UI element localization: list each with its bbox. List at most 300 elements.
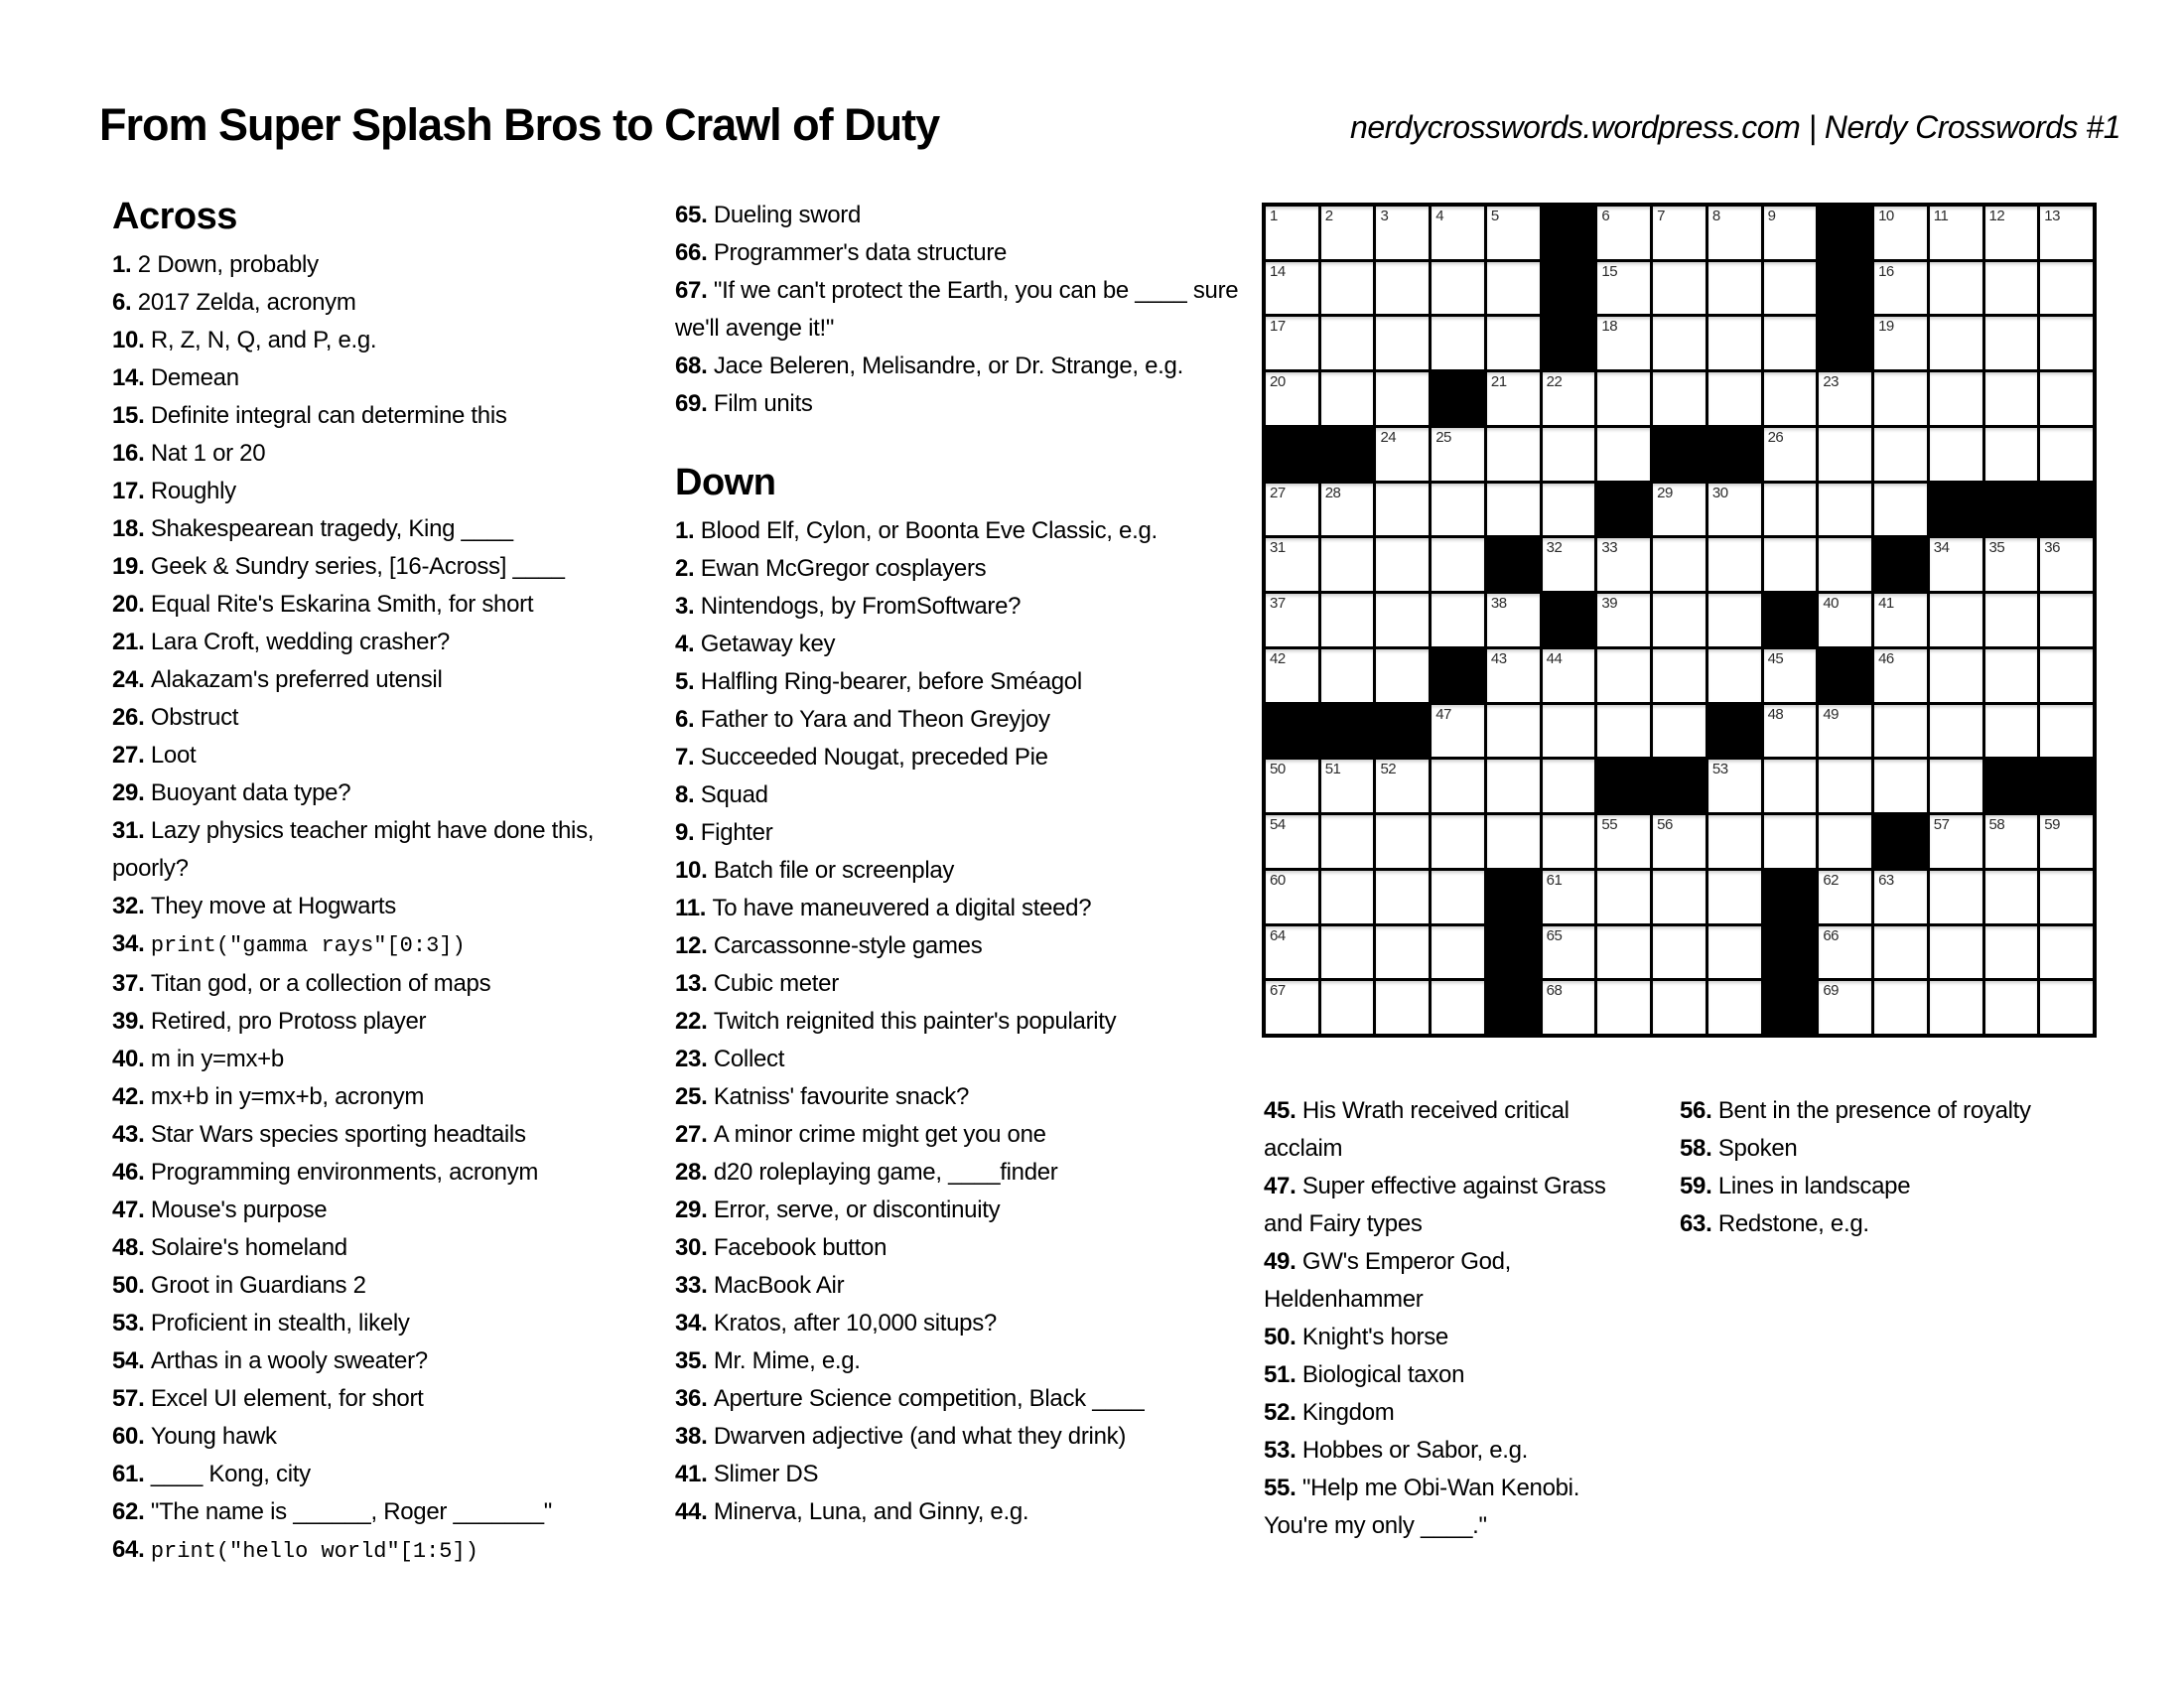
- grid-cell[interactable]: [1708, 317, 1761, 369]
- grid-cell[interactable]: [1487, 262, 1540, 315]
- clue-item: [112, 1456, 628, 1493]
- clue-text: Obstruct: [150, 704, 239, 731]
- grid-cell[interactable]: [1764, 428, 1817, 481]
- clue-item: [675, 272, 1246, 348]
- grid-cell[interactable]: [1653, 871, 1706, 923]
- grid-cell[interactable]: [1487, 428, 1540, 481]
- grid-cell[interactable]: [1321, 484, 1374, 536]
- clue-number: 4.: [675, 631, 701, 657]
- cell-number: 6: [1601, 208, 1610, 224]
- grid-cell[interactable]: [1874, 871, 1927, 923]
- grid-cell[interactable]: [1985, 317, 2038, 369]
- grid-cell[interactable]: [2040, 594, 2093, 646]
- clue-item: [1680, 1168, 2136, 1205]
- grid-cell[interactable]: [1653, 981, 1706, 1034]
- grid-cell[interactable]: [1985, 372, 2038, 425]
- grid-cell[interactable]: [1819, 926, 1871, 979]
- grid-cell[interactable]: [1874, 484, 1927, 536]
- grid-cell[interactable]: [1764, 649, 1817, 702]
- cell-number: 24: [1380, 428, 1397, 446]
- grid-cell[interactable]: [1819, 484, 1871, 536]
- clue-text: R, Z, N, Q, and P, e.g.: [150, 327, 377, 353]
- clue-number: 61.: [112, 1461, 151, 1487]
- grid-cell[interactable]: [1874, 262, 1927, 315]
- cell-number: 13: [2044, 208, 2060, 224]
- grid-cell[interactable]: [1376, 594, 1429, 646]
- grid-cell[interactable]: [1819, 760, 1871, 812]
- grid-cell[interactable]: [1653, 926, 1706, 979]
- clue-item: [112, 965, 628, 1003]
- grid-cell[interactable]: [1653, 207, 1706, 259]
- grid-cell[interactable]: [1321, 372, 1374, 425]
- grid-cell[interactable]: [1930, 760, 1982, 812]
- grid-cell[interactable]: [1266, 815, 1318, 868]
- grid-cell[interactable]: [1597, 871, 1650, 923]
- cell-number: 38: [1490, 595, 1507, 613]
- cell-number: 25: [1435, 428, 1451, 446]
- cell-number: 58: [1988, 816, 2005, 834]
- grid-cell[interactable]: [1432, 871, 1484, 923]
- grid-cell[interactable]: [1819, 981, 1871, 1034]
- grid-cell[interactable]: [1764, 760, 1817, 812]
- grid-cell[interactable]: [1930, 981, 1982, 1034]
- grid-cell[interactable]: [1376, 926, 1429, 979]
- grid-cell[interactable]: [1266, 871, 1318, 923]
- grid-cell[interactable]: [1376, 428, 1429, 481]
- clue-item: [112, 1418, 628, 1456]
- clue-item: [112, 925, 628, 965]
- grid-cell[interactable]: [1764, 207, 1817, 259]
- clue-number: 2.: [675, 555, 701, 582]
- clue-item: [112, 1229, 628, 1267]
- grid-cell[interactable]: [2040, 705, 2093, 758]
- clue-number: 31.: [112, 817, 151, 844]
- clue-text: Father to Yara and Theon Greyjoy: [700, 706, 1050, 733]
- grid-cell[interactable]: [1266, 207, 1318, 259]
- grid-cell[interactable]: [1708, 926, 1761, 979]
- grid-cell[interactable]: [1266, 760, 1318, 812]
- grid-cell[interactable]: [1487, 372, 1540, 425]
- black-cell: [1543, 262, 1595, 315]
- grid-cell[interactable]: [1597, 538, 1650, 591]
- grid-cell[interactable]: [1819, 815, 1871, 868]
- clue-item: [675, 814, 1246, 852]
- grid-cell[interactable]: [1653, 705, 1706, 758]
- grid-cell[interactable]: [1708, 981, 1761, 1034]
- grid-cell[interactable]: [1376, 317, 1429, 369]
- grid-cell[interactable]: [1432, 981, 1484, 1034]
- grid-cell[interactable]: [1321, 871, 1374, 923]
- grid-cell[interactable]: [1432, 594, 1484, 646]
- grid-cell[interactable]: [1432, 815, 1484, 868]
- grid-cell[interactable]: [1321, 760, 1374, 812]
- grid-cell[interactable]: [1266, 649, 1318, 702]
- grid-cell[interactable]: [1874, 372, 1927, 425]
- grid-cell[interactable]: [1708, 871, 1761, 923]
- grid-cell[interactable]: [1321, 538, 1374, 591]
- grid-cell[interactable]: [2040, 926, 2093, 979]
- grid-cell[interactable]: [1597, 705, 1650, 758]
- black-cell: [1432, 649, 1484, 702]
- black-cell: [1487, 871, 1540, 923]
- grid-cell[interactable]: [1985, 815, 2038, 868]
- grid-cell[interactable]: [1266, 484, 1318, 536]
- clue-item: [112, 435, 628, 473]
- grid-cell[interactable]: [1819, 871, 1871, 923]
- grid-cell[interactable]: [1487, 705, 1540, 758]
- black-cell: [1432, 372, 1484, 425]
- grid-cell[interactable]: [1985, 262, 2038, 315]
- grid-cell[interactable]: [1819, 372, 1871, 425]
- cell-number: 62: [1823, 871, 1840, 889]
- cell-number: 26: [1767, 428, 1784, 446]
- clue-text: Slimer DS: [713, 1461, 819, 1487]
- grid-cell[interactable]: [1487, 207, 1540, 259]
- grid-cell[interactable]: [1985, 207, 2038, 259]
- grid-cell[interactable]: [1874, 317, 1927, 369]
- grid-cell[interactable]: [1708, 594, 1761, 646]
- grid-cell[interactable]: [1266, 981, 1318, 1034]
- clue-text: Lazy physics teacher might have done this, poorly?: [112, 817, 595, 882]
- grid-cell[interactable]: [1543, 484, 1595, 536]
- grid-cell[interactable]: [1543, 815, 1595, 868]
- clue-number: 58.: [1680, 1135, 1718, 1162]
- grid-cell[interactable]: [2040, 649, 2093, 702]
- grid-cell[interactable]: [1543, 871, 1595, 923]
- clue-number: 60.: [112, 1423, 151, 1450]
- clue-item: [1264, 1243, 1641, 1319]
- clue-item: [675, 852, 1246, 890]
- cell-number: 2: [1324, 208, 1333, 224]
- grid-cell[interactable]: [2040, 262, 2093, 315]
- grid-cell[interactable]: [1597, 594, 1650, 646]
- across-heading: Across: [112, 196, 237, 237]
- clue-item: [1264, 1470, 1641, 1545]
- grid-cell[interactable]: [1874, 428, 1927, 481]
- grid-cell[interactable]: [1376, 649, 1429, 702]
- grid-cell[interactable]: [1543, 372, 1595, 425]
- grid-cell[interactable]: [1653, 815, 1706, 868]
- grid-cell[interactable]: [1487, 760, 1540, 812]
- grid-cell[interactable]: [2040, 981, 2093, 1034]
- grid-cell[interactable]: [1708, 207, 1761, 259]
- grid-cell[interactable]: [1985, 871, 2038, 923]
- grid-cell[interactable]: [1653, 484, 1706, 536]
- clue-item: [675, 927, 1246, 965]
- grid-cell[interactable]: [2040, 815, 2093, 868]
- grid-cell[interactable]: [1764, 317, 1817, 369]
- clue-text: 2 Down, probably: [137, 251, 319, 278]
- grid-cell[interactable]: [1874, 926, 1927, 979]
- clue-text: Proficient in stealth, likely: [150, 1310, 410, 1336]
- grid-cell[interactable]: [1321, 262, 1374, 315]
- clue-item: [112, 1267, 628, 1305]
- grid-cell[interactable]: [1930, 372, 1982, 425]
- grid-cell[interactable]: [1597, 207, 1650, 259]
- grid-cell[interactable]: [1985, 926, 2038, 979]
- clue-item: [675, 1342, 1246, 1380]
- black-cell: [1874, 815, 1927, 868]
- black-cell: [1764, 871, 1817, 923]
- clue-text: Nat 1 or 20: [150, 440, 266, 467]
- grid-cell[interactable]: [1930, 926, 1982, 979]
- clue-number: 28.: [675, 1159, 714, 1186]
- grid-cell[interactable]: [1985, 649, 2038, 702]
- grid-cell[interactable]: [1597, 815, 1650, 868]
- grid-cell[interactable]: [1543, 926, 1595, 979]
- grid-cell[interactable]: [1708, 649, 1761, 702]
- grid-cell[interactable]: [1266, 594, 1318, 646]
- clue-text: Dueling sword: [713, 202, 862, 228]
- clue-text: Equal Rite's Eskarina Smith, for short: [150, 591, 534, 618]
- grid-cell[interactable]: [1543, 981, 1595, 1034]
- grid-cell[interactable]: [1874, 760, 1927, 812]
- grid-cell[interactable]: [2040, 428, 2093, 481]
- grid-cell[interactable]: [1543, 428, 1595, 481]
- grid-cell[interactable]: [1432, 538, 1484, 591]
- grid-cell[interactable]: [1376, 538, 1429, 591]
- clue-number: 34.: [112, 930, 151, 957]
- grid-cell[interactable]: [1708, 760, 1761, 812]
- grid-cell[interactable]: [1376, 871, 1429, 923]
- grid-cell[interactable]: [1266, 926, 1318, 979]
- grid-cell[interactable]: [1930, 538, 1982, 591]
- clue-text: Twitch reignited this painter's popularity: [713, 1008, 1117, 1035]
- grid-cell[interactable]: [1597, 428, 1650, 481]
- clue-number: 15.: [112, 402, 151, 429]
- clue-text: Cubic meter: [713, 970, 839, 997]
- cell-number: 27: [1270, 484, 1286, 501]
- grid-cell[interactable]: [1985, 538, 2038, 591]
- grid-cell[interactable]: [1653, 262, 1706, 315]
- grid-cell[interactable]: [1376, 484, 1429, 536]
- cell-number: 5: [1490, 208, 1499, 224]
- grid-cell[interactable]: [1930, 317, 1982, 369]
- grid-cell[interactable]: [1708, 484, 1761, 536]
- clue-item: [675, 348, 1246, 385]
- down-heading: Down: [675, 462, 776, 503]
- grid-cell[interactable]: [1874, 207, 1927, 259]
- black-cell: [1930, 484, 1982, 536]
- clue-column-across: [112, 195, 628, 1571]
- clue-text: Jace Beleren, Melisandre, or Dr. Strange, e.g.: [713, 352, 1183, 379]
- grid-cell[interactable]: [1321, 594, 1374, 646]
- clue-item: [675, 663, 1246, 701]
- clue-item: [675, 1418, 1246, 1456]
- grid-cell[interactable]: [1708, 815, 1761, 868]
- grid-cell[interactable]: [1653, 594, 1706, 646]
- grid-cell[interactable]: [2040, 207, 2093, 259]
- grid-cell[interactable]: [1432, 926, 1484, 979]
- grid-cell[interactable]: [1597, 317, 1650, 369]
- grid-cell[interactable]: [1653, 649, 1706, 702]
- grid-cell[interactable]: [1653, 317, 1706, 369]
- clue-number: 45.: [1264, 1097, 1302, 1124]
- grid-cell[interactable]: [1764, 484, 1817, 536]
- grid-cell[interactable]: [1819, 538, 1871, 591]
- grid-cell[interactable]: [1653, 538, 1706, 591]
- grid-cell[interactable]: [2040, 317, 2093, 369]
- grid-cell[interactable]: [1487, 649, 1540, 702]
- clue-number: 64.: [112, 1536, 151, 1563]
- clue-item: [112, 774, 628, 812]
- clue-number: 53.: [112, 1310, 151, 1336]
- grid-cell[interactable]: [1266, 262, 1318, 315]
- grid-cell[interactable]: [1321, 981, 1374, 1034]
- clue-text: Lines in landscape: [1717, 1173, 1911, 1199]
- grid-cell[interactable]: [1376, 207, 1429, 259]
- grid-cell[interactable]: [1930, 649, 1982, 702]
- grid-cell[interactable]: [1764, 815, 1817, 868]
- clue-number: 67.: [675, 277, 714, 304]
- grid-cell[interactable]: [1764, 538, 1817, 591]
- clue-item: [675, 701, 1246, 739]
- grid-cell[interactable]: [1432, 207, 1484, 259]
- clue-number: 59.: [1680, 1173, 1718, 1199]
- clue-number: 57.: [112, 1385, 151, 1412]
- grid-cell[interactable]: [1487, 317, 1540, 369]
- black-cell: [1764, 926, 1817, 979]
- clue-text: "If we can't protect the Earth, you can be ____ sure we'll avenge it!": [675, 277, 1239, 342]
- grid-cell[interactable]: [1708, 262, 1761, 315]
- cell-number: 66: [1823, 926, 1840, 944]
- clue-text: Geek & Sundry series, [16-Across] ____: [150, 553, 565, 580]
- grid-cell[interactable]: [1874, 594, 1927, 646]
- grid-cell[interactable]: [1764, 705, 1817, 758]
- clue-text: Roughly: [150, 478, 236, 504]
- grid-cell[interactable]: [1487, 815, 1540, 868]
- grid-cell[interactable]: [2040, 538, 2093, 591]
- cell-number: 41: [1878, 595, 1894, 613]
- cell-number: 52: [1380, 761, 1397, 778]
- grid-cell[interactable]: [1266, 317, 1318, 369]
- grid-cell[interactable]: [1321, 317, 1374, 369]
- black-cell: [1321, 428, 1374, 481]
- clue-item: [675, 234, 1246, 272]
- grid-cell[interactable]: [1266, 372, 1318, 425]
- clue-number: 50.: [1264, 1324, 1302, 1350]
- grid-cell[interactable]: [1708, 538, 1761, 591]
- grid-cell[interactable]: [1376, 372, 1429, 425]
- grid-cell[interactable]: [1708, 372, 1761, 425]
- grid-cell[interactable]: [1930, 871, 1982, 923]
- grid-cell[interactable]: [1543, 649, 1595, 702]
- black-cell: [1819, 317, 1871, 369]
- grid-cell[interactable]: [1321, 815, 1374, 868]
- grid-cell[interactable]: [1985, 594, 2038, 646]
- clue-item: [1264, 1319, 1641, 1356]
- clue-text: MacBook Air: [713, 1272, 845, 1299]
- clue-text: Redstone, e.g.: [1717, 1210, 1869, 1237]
- grid-cell[interactable]: [1930, 262, 1982, 315]
- grid-cell[interactable]: [1819, 594, 1871, 646]
- grid-cell[interactable]: [1432, 428, 1484, 481]
- clue-text: Loot: [150, 742, 197, 769]
- clue-item: [1264, 1092, 1641, 1168]
- clue-text: GW's Emperor God, Heldenhammer: [1264, 1248, 1512, 1313]
- grid-cell[interactable]: [1597, 262, 1650, 315]
- grid-cell[interactable]: [1321, 926, 1374, 979]
- clue-number: 10.: [675, 857, 714, 884]
- grid-cell[interactable]: [1376, 760, 1429, 812]
- grid-cell[interactable]: [1597, 926, 1650, 979]
- clue-item: [675, 1116, 1246, 1154]
- cell-number: 30: [1711, 484, 1728, 501]
- grid-cell[interactable]: [1819, 428, 1871, 481]
- clue-text: Groot in Guardians 2: [150, 1272, 366, 1299]
- grid-cell[interactable]: [1874, 649, 1927, 702]
- cell-number: 45: [1767, 649, 1784, 667]
- clue-item: [112, 699, 628, 737]
- clue-number: 49.: [1264, 1248, 1302, 1275]
- clue-item: [112, 1003, 628, 1041]
- grid-cell[interactable]: [1376, 815, 1429, 868]
- grid-cell[interactable]: [1930, 594, 1982, 646]
- clue-number: 42.: [112, 1083, 151, 1110]
- clue-item: [112, 1116, 628, 1154]
- grid-cell[interactable]: [1985, 981, 2038, 1034]
- grid-cell[interactable]: [1597, 981, 1650, 1034]
- grid-cell[interactable]: [1985, 705, 2038, 758]
- clue-number: 1.: [112, 251, 138, 278]
- clue-item: [675, 550, 1246, 588]
- grid-cell[interactable]: [1487, 594, 1540, 646]
- clue-item: [112, 1342, 628, 1380]
- cell-number: 43: [1490, 649, 1507, 667]
- clue-item: [112, 284, 628, 322]
- grid-cell[interactable]: [1597, 372, 1650, 425]
- grid-cell[interactable]: [1432, 484, 1484, 536]
- clue-number: 54.: [112, 1347, 151, 1374]
- grid-cell[interactable]: [1376, 981, 1429, 1034]
- grid-cell[interactable]: [1321, 649, 1374, 702]
- grid-cell[interactable]: [2040, 372, 2093, 425]
- grid-cell[interactable]: [1543, 538, 1595, 591]
- grid-cell[interactable]: [1487, 484, 1540, 536]
- grid-cell[interactable]: [1874, 981, 1927, 1034]
- grid-cell[interactable]: [1432, 705, 1484, 758]
- clue-number: 22.: [675, 1008, 714, 1035]
- grid-cell[interactable]: [1432, 760, 1484, 812]
- grid-cell[interactable]: [1930, 428, 1982, 481]
- grid-cell[interactable]: [1819, 705, 1871, 758]
- grid-cell[interactable]: [1376, 262, 1429, 315]
- grid-cell[interactable]: [1985, 428, 2038, 481]
- cell-number: 33: [1601, 539, 1618, 557]
- across-clue-list: [112, 246, 628, 1571]
- grid-cell[interactable]: [2040, 871, 2093, 923]
- grid-cell[interactable]: [1543, 705, 1595, 758]
- grid-cell[interactable]: [1432, 317, 1484, 369]
- grid-cell[interactable]: [1764, 372, 1817, 425]
- grid-cell[interactable]: [1597, 649, 1650, 702]
- grid-cell[interactable]: [1543, 760, 1595, 812]
- clue-item: [675, 1041, 1246, 1078]
- grid-cell[interactable]: [1266, 538, 1318, 591]
- clue-text: Programmer's data structure: [713, 239, 1008, 266]
- grid-cell[interactable]: [1930, 207, 1982, 259]
- grid-cell[interactable]: [1764, 262, 1817, 315]
- grid-cell[interactable]: [1930, 815, 1982, 868]
- grid-cell[interactable]: [1653, 372, 1706, 425]
- grid-cell[interactable]: [1432, 262, 1484, 315]
- grid-cell[interactable]: [1321, 207, 1374, 259]
- grid-cell[interactable]: [1874, 705, 1927, 758]
- clue-item: [112, 1192, 628, 1229]
- cell-number: 53: [1711, 761, 1728, 778]
- grid-cell[interactable]: [1930, 705, 1982, 758]
- black-cell: [1708, 705, 1761, 758]
